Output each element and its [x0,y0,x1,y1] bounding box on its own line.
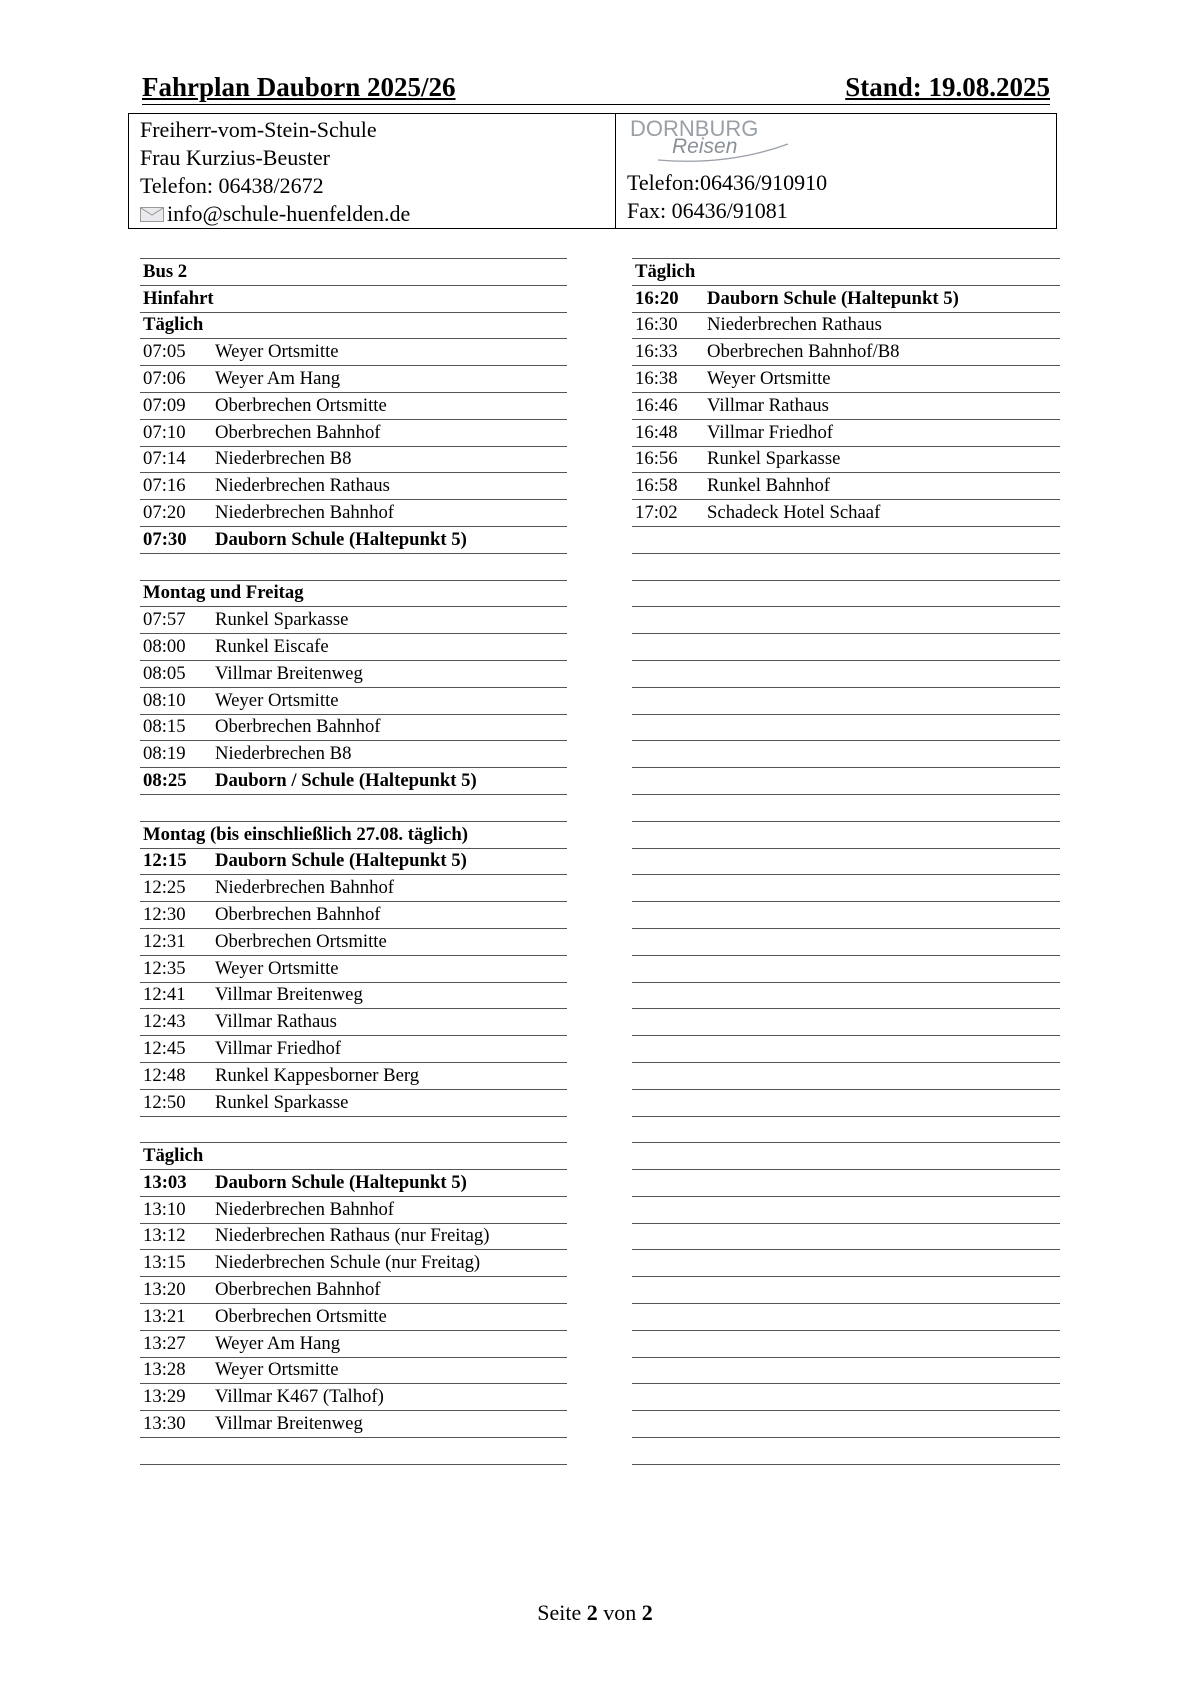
contact-person: Frau Kurzius-Beuster [140,145,331,170]
stop-name: Oberbrechen Bahnhof [215,716,381,738]
blank-row [632,1331,1060,1358]
blank-row [632,1358,1060,1385]
blank-row [632,956,1060,983]
section-header-label: Hinfahrt [143,287,214,309]
section-header [140,259,567,286]
logo-text-bottom: Reisen [672,135,738,158]
school-name: Freiherr-vom-Stein-Schule [140,117,377,142]
stop-name: Niederbrechen Bahnhof [215,877,395,899]
departure-time: 08:10 [143,689,186,711]
stop-name: Dauborn Schule (Haltepunkt 5) [707,287,959,309]
timetable-row [140,1170,567,1197]
timetable-row [632,473,1060,500]
stop-name: Runkel Sparkasse [215,609,349,631]
stop-name: Weyer Ortsmitte [215,1359,339,1381]
stop-name: Runkel Eiscafe [215,635,329,657]
timetable-right-column [632,258,1060,1465]
departure-time: 13:20 [143,1279,186,1301]
operator-fax: Fax: 06436/91081 [627,198,788,223]
departure-time: 16:46 [635,394,678,416]
departure-time: 16:58 [635,475,678,497]
school-phone: Telefon: 06438/2672 [140,173,324,198]
departure-time: 17:02 [635,501,678,523]
stop-name: Villmar Friedhof [707,421,834,443]
contact-box [128,113,1057,229]
timetable-row [140,447,567,474]
blank-row [632,1090,1060,1117]
departure-time: 16:56 [635,448,678,470]
departure-time: 08:25 [143,769,187,791]
stop-name: Niederbrechen B8 [215,448,352,470]
section-header-label: Montag und Freitag [143,582,304,604]
timetable-row [140,366,567,393]
departure-time: 16:48 [635,421,678,443]
timetable-row [140,473,567,500]
departure-time: 13:29 [143,1386,186,1408]
stand-date: Stand: 19.08.2025 [845,72,1050,102]
section-header [632,259,1060,286]
stop-name: Villmar Rathaus [707,394,829,416]
stop-name: Oberbrechen Bahnhof [215,421,381,443]
blank-row [632,1143,1060,1170]
departure-time: 12:15 [143,850,187,872]
stop-name: Weyer Am Hang [215,1332,341,1354]
timetable-row [140,1036,567,1063]
envelope-icon [140,207,164,222]
stop-name: Dauborn / Schule (Haltepunkt 5) [215,769,477,791]
timetable-row [140,500,567,527]
timetable-left-column [140,258,567,1465]
timetable-row [140,634,567,661]
departure-time: 12:25 [143,877,186,899]
stop-name: Villmar Breitenweg [215,984,363,1006]
departure-time: 07:06 [143,367,186,389]
timetable-row [140,688,567,715]
blank-row [632,1224,1060,1251]
stop-name: Niederbrechen B8 [215,743,352,765]
timetable-row [140,715,567,742]
blank-row [632,1384,1060,1411]
title-row [142,72,1050,105]
timetable-row [140,1063,567,1090]
stop-name: Runkel Bahnhof [707,475,831,497]
departure-time: 16:20 [635,287,679,309]
departure-time: 13:15 [143,1252,186,1274]
stop-name: Villmar Breitenweg [215,662,363,684]
timetable-row [140,741,567,768]
departure-time: 07:20 [143,501,186,523]
blank-row [632,1009,1060,1036]
footer-prefix: Seite [537,1600,587,1625]
section-header [140,581,567,608]
page-footer [0,1600,1190,1626]
stop-name: Dauborn Schule (Haltepunkt 5) [215,850,467,872]
logo-text-top: DORNBURG [630,116,759,141]
operator-phone: Telefon:06436/910910 [627,170,828,195]
stop-name: Dauborn Schule (Haltepunkt 5) [215,1171,467,1193]
timetable-row [140,1250,567,1277]
timetable-row [140,1384,567,1411]
blank-row [632,822,1060,849]
footer-page-number: 2 [586,1600,598,1625]
blank-row [632,741,1060,768]
departure-time: 12:31 [143,930,186,952]
blank-row [140,554,567,581]
stop-name: Runkel Sparkasse [707,448,841,470]
timetable-row [140,1090,567,1117]
departure-time: 12:41 [143,984,186,1006]
blank-row [140,1117,567,1144]
blank-row [140,795,567,822]
departure-time: 13:10 [143,1198,186,1220]
blank-row [632,1438,1060,1465]
section-header-label: Montag (bis einschließlich 27.08. täglich) [143,823,468,845]
departure-time: 13:12 [143,1225,186,1247]
timetable-row [632,339,1060,366]
section-header-label: Täglich [635,260,696,282]
timetable-row [140,420,567,447]
timetable-row [632,313,1060,340]
footer-page-total: 2 [641,1600,653,1625]
departure-time: 07:30 [143,528,187,550]
stop-name: Niederbrechen Rathaus (nur Freitag) [215,1225,490,1247]
blank-row [632,902,1060,929]
blank-row [632,929,1060,956]
stop-name: Weyer Ortsmitte [215,957,339,979]
departure-time: 08:19 [143,743,186,765]
timetable-row [140,339,567,366]
departure-time: 12:30 [143,903,186,925]
departure-time: 13:03 [143,1171,187,1193]
section-header [140,286,567,313]
stop-name: Weyer Ortsmitte [215,689,339,711]
stop-name: Schadeck Hotel Schaaf [707,501,881,523]
timetable-row [632,366,1060,393]
timetable-row [140,849,567,876]
departure-time: 13:28 [143,1359,186,1381]
departure-time: 16:30 [635,314,678,336]
section-header [140,822,567,849]
stop-name: Villmar Breitenweg [215,1413,363,1435]
departure-time: 16:38 [635,367,678,389]
departure-time: 07:09 [143,394,186,416]
blank-row [632,661,1060,688]
departure-time: 07:16 [143,475,186,497]
departure-time: 08:15 [143,716,186,738]
stop-name: Oberbrechen Ortsmitte [215,394,387,416]
blank-row [632,875,1060,902]
timetable-row [632,447,1060,474]
blank-row [632,983,1060,1010]
stop-name: Villmar Rathaus [215,1011,337,1033]
stop-name: Villmar K467 (Talhof) [215,1386,384,1408]
blank-row [632,581,1060,608]
departure-time: 13:30 [143,1413,186,1435]
timetable-row [632,286,1060,313]
stop-name: Niederbrechen Rathaus [215,475,390,497]
stop-name: Oberbrechen Bahnhof/B8 [707,341,900,363]
stop-name: Niederbrechen Rathaus [707,314,882,336]
departure-time: 12:50 [143,1091,186,1113]
blank-row [632,768,1060,795]
departure-time: 07:57 [143,609,186,631]
email-address[interactable]: info@schule-huenfelden.de [167,201,411,226]
timetable-row [140,956,567,983]
timetable-row [140,1331,567,1358]
timetable-row [140,527,567,554]
blank-row [140,1438,567,1465]
timetable-row [140,661,567,688]
email-line [140,200,615,228]
timetable-row [140,902,567,929]
departure-time: 12:35 [143,957,186,979]
timetable-row [140,768,567,795]
timetable-row [140,1358,567,1385]
departure-time: 08:05 [143,662,186,684]
stop-name: Dauborn Schule (Haltepunkt 5) [215,528,467,550]
departure-time: 07:10 [143,421,186,443]
timetable-row [140,1009,567,1036]
timetable-row [140,393,567,420]
blank-row [632,1063,1060,1090]
departure-time: 07:05 [143,341,186,363]
timetable-row [632,420,1060,447]
blank-row [632,715,1060,742]
departure-time: 07:14 [143,448,186,470]
departure-time: 08:00 [143,635,186,657]
stop-name: Oberbrechen Bahnhof [215,903,381,925]
timetable-row [632,500,1060,527]
timetable-row [140,1224,567,1251]
timetable-row [140,1304,567,1331]
blank-row [632,1411,1060,1438]
blank-row [632,607,1060,634]
timetable-row [140,875,567,902]
stop-name: Niederbrechen Schule (nur Freitag) [215,1252,481,1274]
stop-name: Oberbrechen Ortsmitte [215,1305,387,1327]
blank-row [632,634,1060,661]
blank-row [632,554,1060,581]
departure-time: 12:43 [143,1011,186,1033]
stop-name: Villmar Friedhof [215,1037,342,1059]
blank-row [632,1170,1060,1197]
departure-time: 13:21 [143,1305,186,1327]
timetable-row [140,929,567,956]
stop-name: Oberbrechen Bahnhof [215,1279,381,1301]
stop-name: Oberbrechen Ortsmitte [215,930,387,952]
stop-name: Niederbrechen Bahnhof [215,501,395,523]
timetable-row [632,393,1060,420]
timetable-row [140,1277,567,1304]
page-title: Fahrplan Dauborn 2025/26 [142,72,456,102]
timetable-row [140,1197,567,1224]
section-header [140,1143,567,1170]
dornburg-reisen-logo [628,114,798,166]
stop-name: Weyer Ortsmitte [215,341,339,363]
blank-row [632,1277,1060,1304]
operator-contact [616,114,1056,228]
timetable-row [140,607,567,634]
blank-row [632,795,1060,822]
stop-name: Weyer Ortsmitte [707,367,831,389]
school-contact [129,114,616,228]
departure-time: 12:45 [143,1037,186,1059]
section-header-label: Täglich [143,314,204,336]
timetable-row [140,983,567,1010]
departure-time: 12:48 [143,1064,186,1086]
blank-row [632,527,1060,554]
blank-row [632,1117,1060,1144]
section-header-label: Täglich [143,1145,204,1167]
blank-row [632,1036,1060,1063]
stop-name: Runkel Sparkasse [215,1091,349,1113]
section-header-label: Bus 2 [143,260,188,282]
stop-name: Niederbrechen Bahnhof [215,1198,395,1220]
section-header [140,313,567,340]
departure-time: 13:27 [143,1332,186,1354]
blank-row [632,1250,1060,1277]
stop-name: Weyer Am Hang [215,367,341,389]
departure-time: 16:33 [635,341,678,363]
stop-name: Runkel Kappesborner Berg [215,1064,420,1086]
blank-row [632,1197,1060,1224]
timetable-row [140,1411,567,1438]
blank-row [632,1304,1060,1331]
blank-row [632,688,1060,715]
blank-row [632,849,1060,876]
footer-middle: von [597,1600,642,1625]
